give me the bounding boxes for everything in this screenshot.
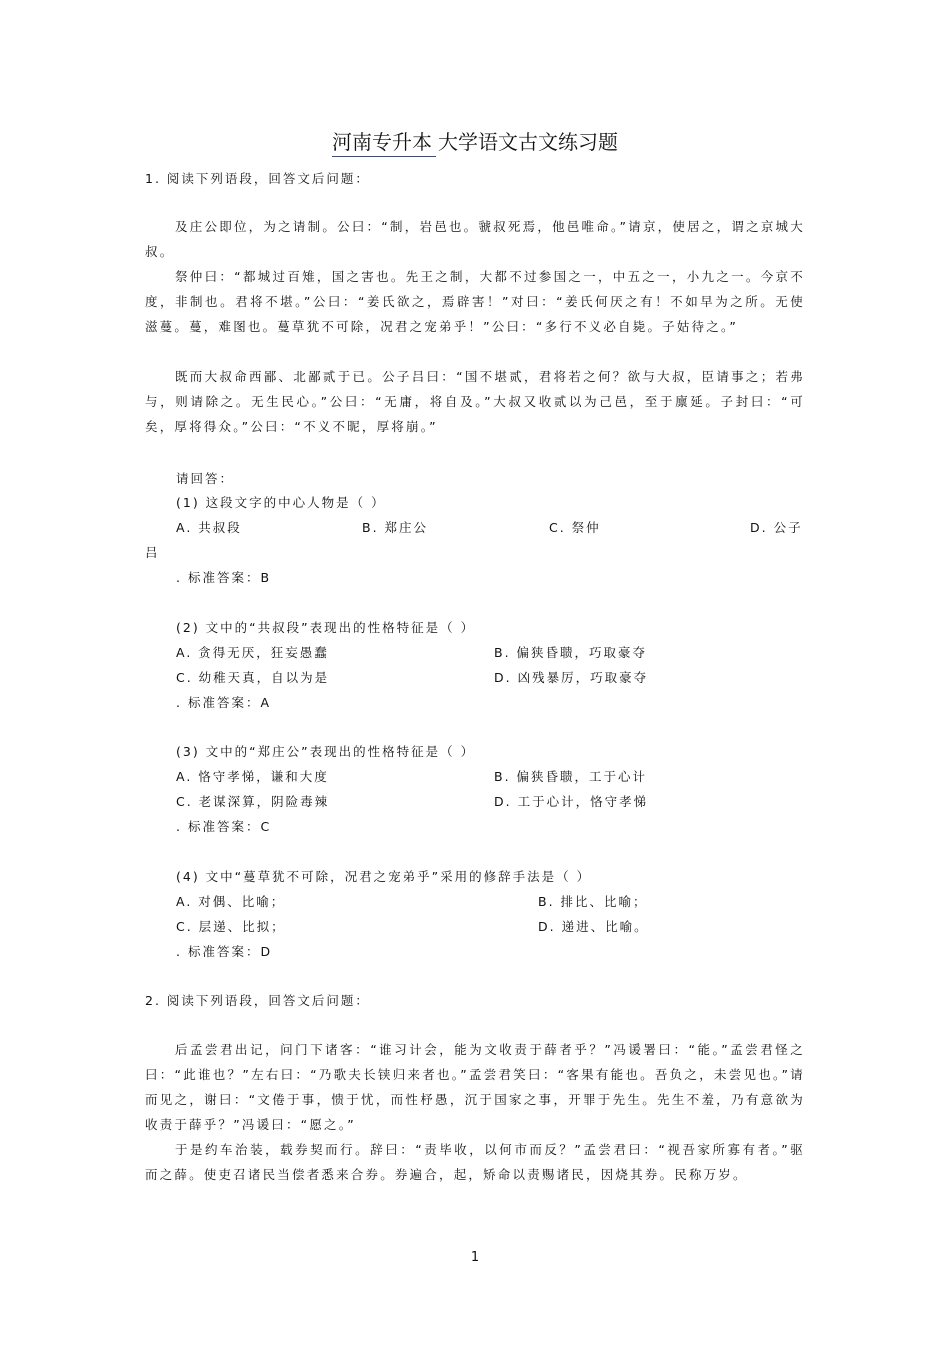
question-1-header: 1. 阅读下列语段，回答文后问题： <box>145 171 370 186</box>
sub3-option-d: D. 工于心计，恪守孝悌 <box>494 794 649 809</box>
sub2-answer: . 标准答案：A <box>176 695 271 710</box>
sub1-option-d: D. 公子 <box>750 520 803 535</box>
sub1-option-a: A. 共叔段 <box>176 520 242 535</box>
sub1-stem: (1) 这段文字的中心人物是（ ） <box>176 495 386 510</box>
page-title <box>0 128 950 157</box>
question-2-header: 2. 阅读下列语段，回答文后问题： <box>145 993 370 1008</box>
q1-paragraph-3: 既而大叔命西鄙、北鄙贰于已。公子吕曰：“国不堪贰，君将若之何？欲与大叔，臣请事之；若弗与，则请除之。无生民心。”公曰：“无庸，将自及。”大叔又收贰以为己邑，至于廪延。子封曰：“可矣，厚将得众。”公曰：“不义不昵，厚将崩。” <box>145 369 805 434</box>
sub3-stem: (3) 文中的“郑庄公”表现出的性格特征是（ ） <box>176 744 476 759</box>
q1-paragraph-2: 祭仲曰：“都城过百雉，国之害也。先王之制，大都不过参国之一，中五之一，小九之一。今京不度，非制也。君将不堪。”公曰：“姜氏欲之，焉辟害！”对曰：“姜氏何厌之有！不如早为之所。无使滋蔓。蔓，难图也。蔓草犹不可除，况君之宠弟乎！”公曰：“多行不义必自毙。子姑待之。” <box>145 269 805 334</box>
sub4-answer: . 标准答案：D <box>176 944 273 959</box>
sub2-stem: (2) 文中的“共叔段”表现出的性格特征是（ ） <box>176 620 476 635</box>
sub4-option-c: C. 层递、比拟； <box>176 919 286 934</box>
sub3-option-b: B. 偏狭昏聩，工于心计 <box>494 769 648 784</box>
title-underlined: 河南专升本 <box>332 128 436 157</box>
sub3-answer: . 标准答案：C <box>176 819 272 834</box>
sub4-option-b: B. 排比、比喻； <box>538 894 648 909</box>
sub2-option-d: D. 凶残暴厉，巧取豪夺 <box>494 670 649 685</box>
sub3-option-a: A. 恪守孝悌，谦和大度 <box>176 769 329 784</box>
q2-paragraph-2: 于是约车治装，载券契而行。辞曰：“责毕收，以何市而反？”孟尝君曰：“视吾家所寡有者。”驱而之薛。使吏召诸民当偿者悉来合券。券遍合，起，矫命以责赐诸民，因烧其券。民称万岁。 <box>145 1142 805 1182</box>
sub2-option-c: C. 幼稚天真，自以为是 <box>176 670 330 685</box>
sub1-option-c: C. 祭仲 <box>549 520 601 535</box>
sub1-option-b: B. 郑庄公 <box>362 520 429 535</box>
sub1-answer: . 标准答案：B <box>176 570 272 585</box>
page-number: 1 <box>470 1250 480 1265</box>
sub2-option-a: A. 贪得无厌，狂妄愚蠢 <box>176 645 329 660</box>
sub1-option-d-wrap: 吕 <box>145 545 160 560</box>
sub4-stem: (4) 文中“蔓草犹不可除，况君之宠弟乎”采用的修辞手法是（ ） <box>176 869 592 884</box>
q1-prompt: 请回答： <box>176 471 235 486</box>
title-main: 大学语文古文练习题 <box>438 130 618 154</box>
sub4-option-a: A. 对偶、比喻； <box>176 894 286 909</box>
q1-paragraph-1: 及庄公即位，为之请制。公曰：“制，岩邑也。虢叔死焉，他邑唯命。”请京，使居之，谓之京城大叔。 <box>145 219 805 259</box>
sub4-option-d: D. 递进、比喻。 <box>538 919 649 934</box>
sub2-option-b: B. 偏狭昏聩，巧取豪夺 <box>494 645 648 660</box>
q2-paragraph-1: 后孟尝君出记，问门下诸客：“谁习计会，能为文收责于薛者乎？”冯谖署曰：“能。”孟尝君怪之曰：“此谁也？”左右曰：“乃歌夫长铗归来者也。”孟尝君笑曰：“客果有能也。吾负之，未尝见也。”请而见之，谢曰：“文倦于事，愦于忧，而性杼愚，沉于国家之事，开罪于先生。先生不羞，乃有意欲为收责于薛乎？”冯谖曰：“愿之。” <box>145 1042 805 1132</box>
sub3-option-c: C. 老谋深算，阴险毒辣 <box>176 794 330 809</box>
